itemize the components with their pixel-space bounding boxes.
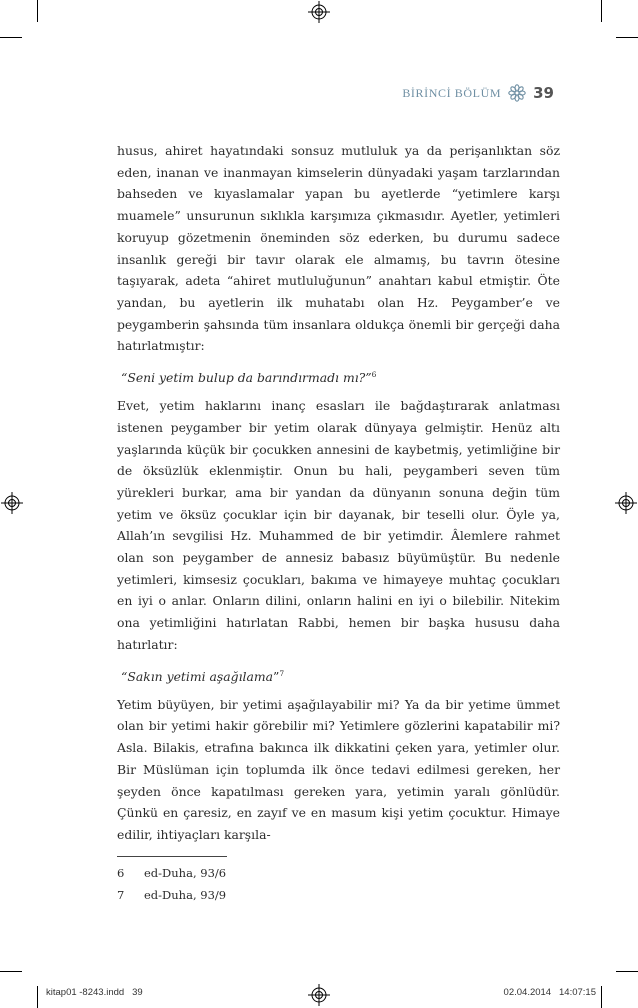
slug-file: kitap01 -8243.indd 39 — [46, 987, 143, 998]
footnote-number: 7 — [117, 888, 125, 902]
slug-datetime: 02.04.2014 14:07:15 — [503, 987, 596, 998]
quote-1 — [117, 364, 560, 389]
page-number: 39 — [533, 84, 554, 102]
paragraph-3: Yetim büyüyen, bir yetimi aşağılayabilir mi? Ya da bir yetime ümmet olan bir yetimi hakir görebilir mi? Yetimlere gözlerini kapatabilir mi? Asla. Bilakis, etrafına bakınca ilk dikkatini çeken yara, yetimler olur. Bir Müslüman için toplumda ilk önce tedavi edilmesi gereken, her şeyden önce kapatılması gereken yara, yetimin yaralı gönlüdür. Çünkü en çaresiz, en zayıf ve en masum kişi yetim çocuktur. Himaye edilir, ihtiyaçları karşıla- — [117, 696, 560, 842]
footnote-number: 6 — [117, 866, 125, 880]
footnotes — [117, 862, 226, 906]
crop-mark-bottom-right-v — [601, 986, 602, 1008]
footnote-text: ed-Duha, 93/6 — [144, 866, 227, 880]
footnote-ref-6: 6 — [371, 370, 377, 380]
footnote-separator — [117, 856, 227, 857]
registration-mark-left-icon — [1, 492, 23, 514]
registration-mark-top-icon — [308, 1, 330, 23]
quote-1-text: “Seni yetim bulup da barındırmadı mı?” — [121, 370, 372, 386]
running-header — [402, 83, 554, 103]
crop-mark-bottom-left-h — [0, 971, 22, 972]
crop-mark-top-right-v — [601, 0, 602, 22]
crop-mark-top-left-h — [0, 37, 22, 38]
quote-2 — [117, 663, 560, 688]
footnote — [117, 884, 226, 906]
registration-mark-bottom-icon — [308, 984, 330, 1006]
quote-2-close: ” — [273, 668, 280, 684]
footnote — [117, 862, 226, 884]
paragraph-1: husus, ahiret hayatındaki sonsuz mutluluk ya da perişanlıktan söz eden, inanan ve inanmayan kimselerin dünyadaki yaşam tarzlarından bahseden ve kıyaslamalar yapan bu ayetlerde “yetimlere karşı muamele” unsurunun sıklıkla karşımıza çıkmasıdır. Ayetler, yetimleri koruyup gözetmenin öneminden söz ederken, bu durumu sadece insanlık gereği bir tavır olarak ele almamış, bu tavrın ötesine taşıyarak, adeta “ahiret mutluluğunun” anahtarı kabul etmiştir. Öte yandan, bu ayetlerin ilk muhatabı olan Hz. Peygamber’e ve peygamberin şahsında tüm insanlara oldukça önemli bir gerçeği daha hatırlatmıştır: — [117, 143, 560, 354]
crop-mark-top-left-v — [37, 0, 38, 22]
crop-mark-top-right-h — [616, 37, 638, 38]
footnote-ref-7: 7 — [279, 668, 285, 678]
quote-2-text: “Sakın yetimi aşağılama — [121, 668, 274, 684]
body-text — [117, 140, 560, 853]
footnote-text: ed-Duha, 93/9 — [144, 888, 227, 902]
registration-mark-right-icon — [615, 492, 637, 514]
paragraph-2: Evet, yetim haklarını inanç esasları ile bağdaştırarak anlatması istenen peygamber bir yetim olarak dünyaya gelmiştir. Henüz altı yaşlarında küçük bir çocukken annesini de kaybetmiş, yetimliğine bir de öksüzlük eklenmiştir. Onun bu hali, peygamberi seven tüm yürekleri burkar, ama bir yandan da dünyanın sonuna değin tüm yetim ve öksüz çocuklar için bir dayanak, bir teselli olur. Öyle ya, Allah’ın sevgilisi Hz. Muhammed de bir yetimdir. Âlemlere rahmet olan son peygamber de annesiz babasız büyümüştür. Bu nedenle yetimleri, kimsesiz çocukları, bakıma ve himayeye muhtaç çocukları en iyi o anlar. Onların dilini, onların halini en iyi o bilebilir. Nitekim ona yetimliğini hatırlatan Rabbi, hemen bir başka hususu daha hatırlatır: — [117, 398, 560, 652]
rosette-ornament-icon — [507, 83, 527, 103]
crop-mark-bottom-left-v — [37, 986, 38, 1008]
chapter-title: BİRİNCİ BÖLÜM — [402, 85, 502, 100]
crop-mark-bottom-right-h — [616, 971, 638, 972]
